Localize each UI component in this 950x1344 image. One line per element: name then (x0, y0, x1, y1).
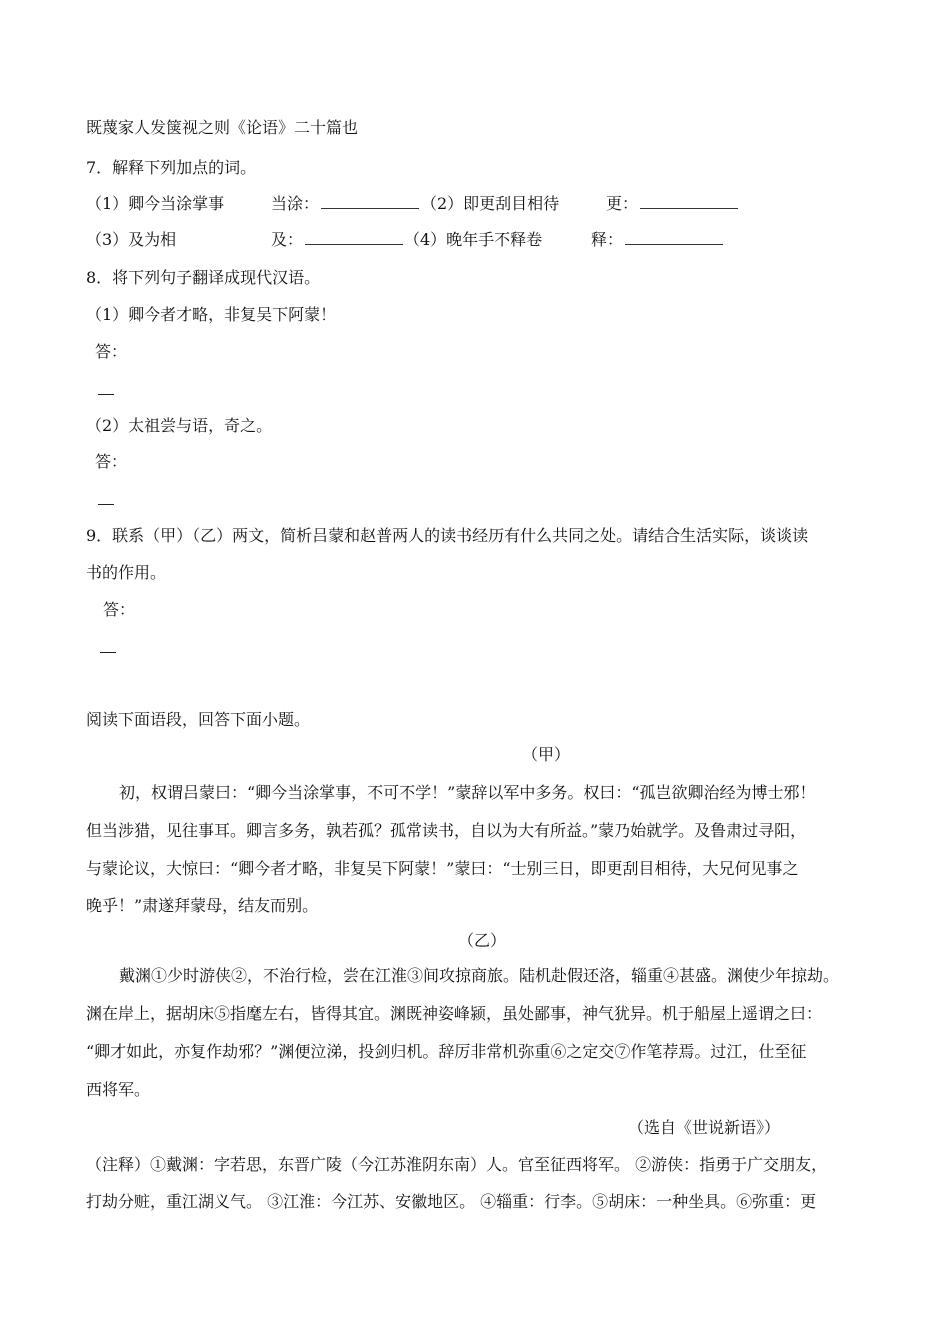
passage-yi-line-4: 西将军。 (86, 1080, 151, 1099)
annotation-line-2: 打劫分赃，重江湖义气。 ③江淮：今江苏、安徽地区。 ④辎重：行李。⑤胡床：一种坐具。⑥弥重：更 (86, 1192, 817, 1211)
passage-jia-line-2: 但当涉猎，见往事耳。卿言多务，孰若孤？孤常读书，自以为大有所益。”蒙乃始就学。及鲁肃过寻阳， (86, 821, 807, 840)
answer-blank[interactable] (321, 194, 419, 209)
item-1-text: （1）卿今当涂掌事 (86, 194, 225, 213)
item-1-answer: 当涂： (271, 194, 419, 214)
question-9-line-2: 书的作用。 (86, 563, 167, 582)
source-citation: （选自《世说新语》） (628, 1118, 781, 1137)
answer-line[interactable] (98, 504, 114, 505)
answer-blank[interactable] (305, 230, 403, 245)
item-3-text: （3）及为相 (86, 230, 177, 249)
item-4-text: （4）晚年手不释卷 (404, 230, 543, 249)
question-7-heading: 7．解释下列加点的词。 (86, 158, 257, 177)
answer-label: 答： (95, 342, 128, 361)
annotation-line-1: （注释）①戴渊：字若思，东晋广陵（今江苏淮阴东南）人。官至征西将军。 ②游侠：指勇于广交朋友， (86, 1155, 828, 1174)
item-4-answer: 释： (591, 230, 723, 250)
previous-passage-line: 既蔑家人发箧视之则《论语》二十篇也 (86, 118, 359, 137)
question-8-item-2: （2）太祖尝与语，奇之。 (86, 416, 273, 435)
answer-label: 答： (95, 452, 128, 471)
reading-instruction: 阅读下面语段，回答下面小题。 (86, 710, 311, 729)
question-8-heading: 8．将下列句子翻译成现代汉语。 (86, 268, 321, 287)
answer-line[interactable] (100, 652, 116, 653)
passage-yi-title: （乙） (458, 931, 507, 950)
item-2-text: （2）即更刮目相待 (421, 194, 560, 213)
answer-blank[interactable] (640, 194, 738, 209)
passage-jia-line-4: 晚乎！”肃遂拜蒙母，结友而别。 (86, 896, 319, 915)
answer-line[interactable] (98, 394, 114, 395)
passage-jia-line-1: 初，权谓吕蒙曰：“卿今当涂掌事，不可不学！”蒙辞以军中多务。权曰：“孤岂欲卿治经为博士邪！ (119, 783, 816, 802)
passage-yi-line-1: 戴渊①少时游侠②，不治行检，尝在江淮③间攻掠商旅。陆机赴假还洛，辎重④甚盛。渊使少年掠劫。 (119, 966, 840, 985)
passage-jia-line-3: 与蒙论议，大惊曰：“卿今者才略，非复吴下阿蒙！”蒙曰：“士别三日，即更刮目相待，大兄何见事之 (86, 859, 799, 878)
passage-jia-title: （甲） (522, 745, 571, 764)
answer-blank[interactable] (625, 230, 723, 245)
question-9-line-1: 9．联系（甲）（乙）两文，简析吕蒙和赵普两人的读书经历有什么共同之处。请结合生活实际，谈谈读 (86, 526, 809, 545)
item-3-answer: 及： (271, 230, 403, 250)
passage-yi-line-2: 渊在岸上，据胡床⑤指麾左右，皆得其宜。渊既神姿峰颍，虽处鄙事，神气犹异。机于船屋上遥谓之曰： (86, 1004, 823, 1023)
question-8-item-1: （1）卿今者才略，非复吴下阿蒙！ (86, 305, 337, 324)
answer-label: 答： (103, 600, 136, 619)
passage-yi-line-3: “卿才如此，亦复作劫邪？”渊便泣涕，投剑归机。辞厉非常机弥重⑥之定交⑦作笔荐焉。过江，仕至征 (86, 1042, 807, 1061)
item-2-answer: 更： (606, 194, 738, 214)
